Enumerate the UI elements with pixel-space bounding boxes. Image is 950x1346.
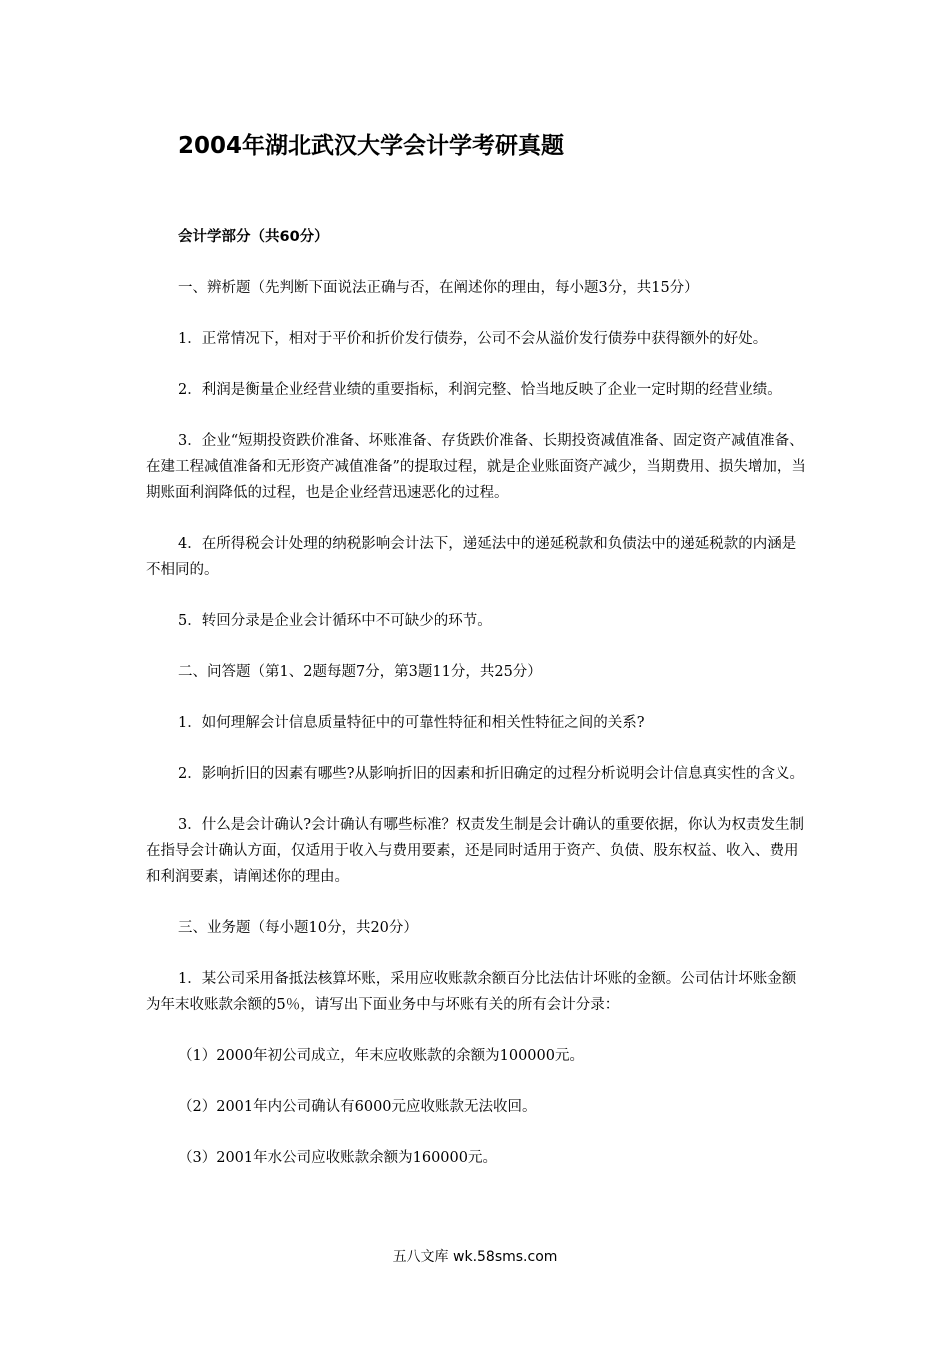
part3-subitem-3: （3）2001年水公司应收账款余额为160000元。 xyxy=(178,1150,497,1166)
part1-item-5: 5．转回分录是企业会计循环中不可缺少的环节。 xyxy=(178,613,492,629)
document-body xyxy=(146,224,808,1171)
part3-subitem-1: （1）2000年初公司成立，年末应收账款的余额为100000元。 xyxy=(178,1048,584,1064)
footer-watermark: 五八文库 wk.58sms.com xyxy=(392,1249,558,1265)
part3-subitem-2: （2）2001年内公司确认有6000元应收账款无法收回。 xyxy=(178,1099,537,1115)
part1-item-1: 1．正常情况下，相对于平价和折价发行债券，公司不会从溢价发行债券中获得额外的好处。 xyxy=(178,331,768,347)
part3-item-1: 1．某公司采用备抵法核算坏账，采用应收账款余额百分比法估计坏账的金额。公司估计坏账金额为年末收账款余额的5％，请写出下面业务中与坏账有关的所有会计分录： xyxy=(146,971,797,1013)
part1-heading: 一、辨析题（先判断下面说法正确与否，在阐述你的理由，每小题3分，共15分） xyxy=(178,280,699,296)
section-heading: 会计学部分（共60分） xyxy=(178,229,329,245)
part3-heading: 三、业务题（每小题10分，共20分） xyxy=(178,920,418,936)
part2-item-1: 1．如何理解会计信息质量特征中的可靠性特征和相关性特征之间的关系? xyxy=(178,715,645,731)
part1-item-2: 2．利润是衡量企业经营业绩的重要指标，利润完整、恰当地反映了企业一定时期的经营业绩。 xyxy=(178,382,782,398)
part2-item-2: 2．影响折旧的因素有哪些?从影响折旧的因素和折旧确定的过程分析说明会计信息真实性的含义。 xyxy=(178,766,804,782)
part1-item-3: 3．企业“短期投资跌价准备、坏账准备、存货跌价准备、长期投资减值准备、固定资产减值准备、在建工程减值准备和无形资产减值准备”的提取过程，就是企业账面资产减少，当期费用、损失增加，当期账面利润降低的过程，也是企业经营迅速恶化的过程。 xyxy=(146,433,806,501)
part2-item-3: 3．什么是会计确认?会计确认有哪些标准？权责发生制是会计确认的重要依据，你认为权责发生制在指导会计确认方面，仅适用于收入与费用要素，还是同时适用于资产、负债、股东权益、收入、费用和利润要素，请阐述你的理由。 xyxy=(146,817,804,885)
page-title: 2004年湖北武汉大学会计学考研真题 xyxy=(178,133,565,159)
part1-item-4: 4．在所得税会计处理的纳税影响会计法下，递延法中的递延税款和负债法中的递延税款的内涵是不相同的。 xyxy=(146,536,797,578)
part2-heading: 二、问答题（第1、2题每题7分，第3题11分，共25分） xyxy=(178,664,542,680)
